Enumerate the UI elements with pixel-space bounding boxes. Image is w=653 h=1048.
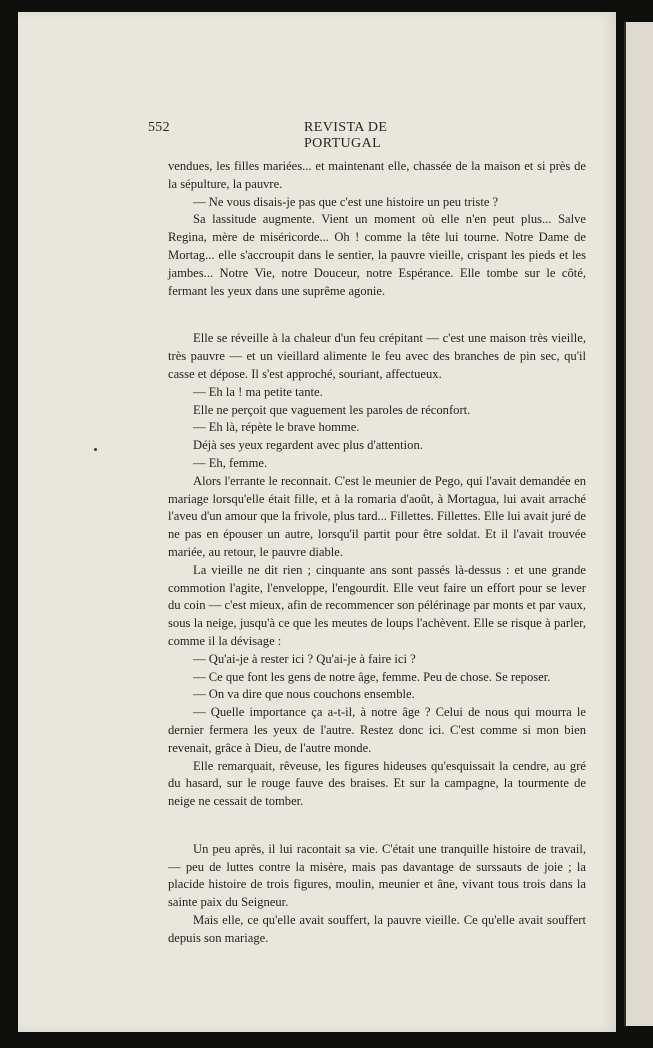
page-number: 552 bbox=[148, 120, 170, 135]
paragraph: vendues, les filles mariées... et maintenant elle, chassée de la maison et si près de la sépulture, la pauvre. bbox=[168, 159, 586, 191]
paragraph: Alors l'errante le reconnait. C'est le meunier de Pego, qui l'avait demandée en mariage lorsqu'elle était fille, et à la romaria d'août, à Mortagua, lui avait arraché l'aveu d'un amour que la frivole, plus tard... Fillettes. Fillettes. Elle lui avait juré de ne pas en épouser un autre, lorsqu'il partit pour être soldat. Et il l'avait trouvée mariée, au retour, le pauvre diable. bbox=[168, 473, 586, 559]
adjacent-page-edge bbox=[624, 22, 653, 1026]
dialogue-line: — Eh, femme. bbox=[193, 455, 268, 470]
paragraph: Elle remarquait, rêveuse, les figures hideuses qu'esquissait la cendre, au gré du hasard, sur le rouge fauve des braises. Et sur la campagne, la tourmente de neige ne cessait de tomber. bbox=[168, 758, 586, 809]
page-header bbox=[148, 120, 448, 151]
paragraph: Un peu après, il lui racontait sa vie. C'était une tranquille histoire de travail, — peu de luttes contre la misère, mais pas davantage de surssauts de joie ; la placide histoire de trois figures, moulin, meunier et âne, vivant tous trois dans la sainte paix du Seigneur. bbox=[168, 841, 586, 910]
paragraph: Sa lassitude augmente. Vient un moment où elle n'en peut plus... Salve Regina, mère de miséricorde... Oh ! comme la tête lui tourne. Notre Dame de Mortag... elle s'accroupit dans le sentier, la pauvre vieille, crispant les pieds et les jambes... Notre Vie, notre Douceur, notre Espérance. Elle tombe sur le côté, fermant les yeux dans une suprême agonie. bbox=[168, 212, 586, 298]
dialogue-line: — On va dire que nous couchons ensemble. bbox=[193, 687, 415, 702]
dialogue-line: — Quelle importance ça a-t-il, à notre âge ? Celui de nous qui mourra le dernier fermera les yeux de l'autre. Restez donc ici. C'est comme si mon bien revenait, grâce à Dieu, de l'autre monde. bbox=[168, 705, 586, 755]
paper-speck bbox=[94, 448, 97, 451]
dialogue-line: — Qu'ai-je à rester ici ? Qu'ai-je à faire ici ? bbox=[193, 651, 416, 666]
paragraph: Déjà ses yeux regardent avec plus d'attention. bbox=[193, 438, 423, 453]
dialogue-line: — Ce que font les gens de notre âge, femme. Peu de chose. Se reposer. bbox=[193, 669, 551, 684]
dialogue-line: — Eh la ! ma petite tante. bbox=[193, 384, 323, 399]
book-page bbox=[18, 12, 616, 1032]
dialogue-line: — Ne vous disais-je pas que c'est une histoire un peu triste ? bbox=[193, 194, 499, 209]
section-break bbox=[168, 300, 586, 330]
section-break bbox=[168, 811, 586, 841]
body-text bbox=[168, 158, 586, 948]
running-head: REVISTA DE PORTUGAL bbox=[304, 120, 388, 151]
paragraph: Mais elle, ce qu'elle avait souffert, la pauvre vieille. Ce qu'elle avait souffert depuis son mariage. bbox=[168, 913, 586, 945]
paragraph: Elle ne perçoit que vaguement les paroles de réconfort. bbox=[193, 402, 471, 417]
dialogue-line: — Eh là, répète le brave homme. bbox=[193, 420, 360, 435]
paragraph: La vieille ne dit rien ; cinquante ans sont passés là-dessus : et une grande commotion l'agite, l'enveloppe, l'engourdit. Elle veut faire un effort pour se lever du coin — c'est mieux, afin de recommencer son pélérinage par monts et par vaux, sous la neige, jusqu'à ce que les meutes de loups l'achèvent. Elle se risque à parler, comme il la dévisage : bbox=[168, 562, 586, 648]
paragraph: Elle se réveille à la chaleur d'un feu crépitant — c'est une maison très vieille, très pauvre — et un vieillard alimente le feu avec des branches de pin sec, qu'il casse et dépose. Il s'est approché, souriant, affectueux. bbox=[168, 331, 586, 381]
